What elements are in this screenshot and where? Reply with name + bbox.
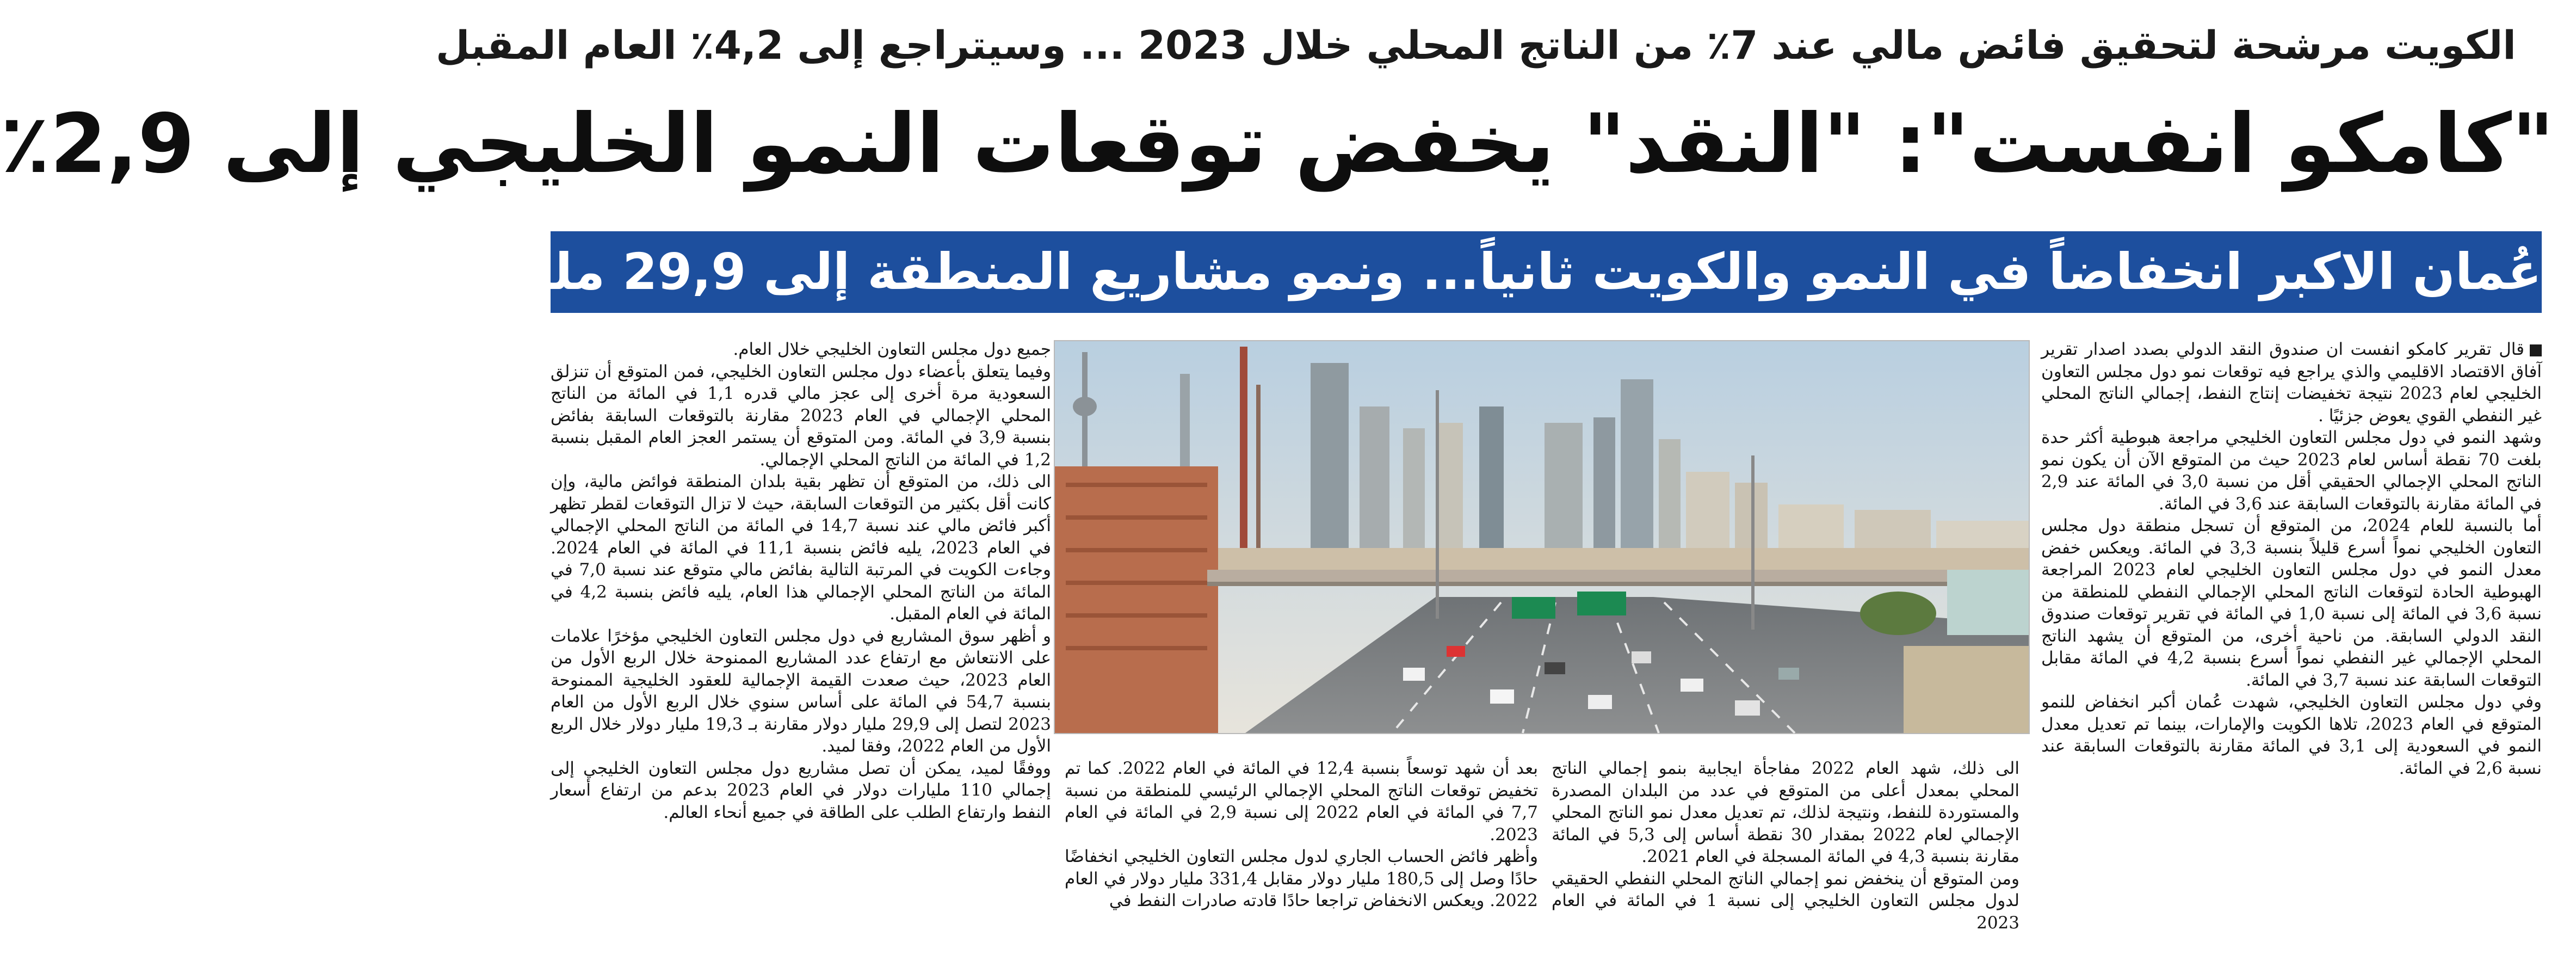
paragraph: و أظهر سوق المشاريع في دول مجلس التعاون الخليجي مؤخرًا علامات على الانتعاش مع ارتفاع عدد المشاريع الممنوحة خلال الربع الأول من العام 2023، حيث صعدت القيمة الإجمالية للعقود الخليجية الممنوحة بنسبة 54,7 في المائة على أساس سنوي خلال الربع الأول من العام 2023 لتصل إلى 29,9 مليار دولار مقارنة بـ 19,3 مليار دولار خلال الربع الأول من العام 2022، وفقا لميد. (551, 626, 1051, 756)
paragraph: ووفقًا لميد، يمكن أن تصل مشاريع دول مجلس التعاون الخليجي إلى إجمالي 110 مليارات دولار في العام 2023 بدعم من ارتفاع أسعار النفط وارتفاع الطلب على الطاقة في جميع أنحاء العالم. (551, 758, 1051, 822)
road-sign (1577, 592, 1626, 615)
paragraph: قال تقرير كامكو انفست ان صندوق النقد الدولي بصدد اصدار تقرير آفاق الاقتصاد الاقليمي والذي يراجع فيه توقعات نمو دول مجلس التعاون الخليجي لعام 2023 نتيجة تخفيضات إنتاج النفط، إجمالي الناتج المحلي غير النفطي القوي يعوض جزئيًا . (2041, 340, 2542, 426)
paragraph-bullet-icon (2530, 344, 2542, 356)
paragraph: بعد أن شهد توسعاً بنسبة 12,4 في المائة في العام 2022. كما تم تخفيض توقعات الناتج المحلي الإجمالي الرئيسي للمنطقة من نسبة 7,7 في المائة في العام 2022 إلى نسبة 2,9 في المائة في العام 2023. (1065, 759, 1539, 845)
article-column-1 (2041, 338, 2542, 959)
paragraph: جميع دول مجلس التعاون الخليجي خلال العام. (733, 340, 1051, 359)
paragraph: أما بالنسبة للعام 2024، من المتوقع أن تسجل منطقة دول مجلس التعاون الخليجي نمواً أسرع قليلاً بنسبة 3,3 في المائة. ويعكس خفض معدل النمو في دول مجلس التعاون الخليجي لعام 2023 المراجعة الهبوطية الحادة لتوقعات الناتج المحلي الإجمالي النفطي للمنطقة من نسبة 3,6 في المائة إلى نسبة 1,0 في المائة في تقرير توقعات صندوق النقد الدولي السابقة. من ناحية أخرى، من المتوقع أن يشهد الناتج المحلي الإجمالي غير النفطي نمواً أسرع بنسبة 4,2 في المائة مقابل التوقعات السابقة عند نسبة 3,7 في المائة. (2041, 516, 2542, 690)
article-photo-kuwait-city-skyline (1054, 340, 2030, 734)
article-kicker: الكويت مرشحة لتحقيق فائض مالي عند 7٪ من الناتج المحلي خلال 2023 ... وسيتراجع إلى 4,2٪ العام المقبل (435, 22, 2516, 68)
article-column-4 (551, 338, 1051, 959)
paragraph: وشهد النمو في دول مجلس التعاون الخليجي مراجعة هبوطية أكثر حدة بلغت 70 نقطة أساس لعام 2023 حيث من المتوقع الآن أن يكون نمو الناتج المحلي الإجمالي الحقيقي أقل من نسبة 3,0 في المائة عند 2,9 في المائة مقارنة بالتوقعات السابقة عند 3,6 في المائة. (2041, 428, 2542, 514)
paragraph: ومن المتوقع أن ينخفض نمو إجمالي الناتج المحلي النفطي الحقيقي لدول مجلس التعاون الخليجي إلى نسبة 1 في المائة في العام 2023 (1552, 869, 2019, 933)
article-headline: "كامكو انفست": "النقد" يخفض توقعات النمو الخليجي إلى 2,9٪ (0, 97, 2554, 192)
article-subheadline-banner: عُمان الاكبر انخفاضاً في النمو والكويت ثانياً... ونمو مشاريع المنطقة إلى 29,9 مليار دولار بالربع الأول (551, 231, 2542, 313)
paragraph: الى ذلك، شهد العام 2022 مفاجأة ايجابية بنمو إجمالي الناتج المحلي بمعدل أعلى من المتوقع في عدد من البلدان المصدرة والمستوردة للنفط، ونتيجة لذلك، تم تعديل معدل نمو الناتج المحلي الإجمالي لعام 2022 بمقدار 30 نقطة أساس إلى 5,3 في المائة مقارنة بنسبة 4,3 في المائة المسجلة في العام 2021. (1552, 759, 2020, 866)
article-column-2 (1552, 757, 2019, 959)
paragraph: وفيما يتعلق بأعضاء دول مجلس التعاون الخليجي، فمن المتوقع أن تنزلق السعودية مرة أخرى إلى عجز مالي قدره 1,1 في المائة من الناتج المحلي الإجمالي في العام 2023 مقارنة بالتوقعات السابقة بفائض بنسبة 3,9 في المائة. ومن المتوقع أن يستمر العجز العام المقبل بنسبة 1,2 في المائة من الناتج المحلي الإجمالي. (551, 361, 1052, 470)
paragraph: وفي دول مجلس التعاون الخليجي، شهدت عُمان أكبر انخفاض للنمو المتوقع في العام 2023، تلاها الكويت والإمارات، بينما تم تعديل معدل النمو في السعودية إلى 3,1 في المائة مقارنة بالتوقعات السابقة عند نسبة 2,6 في المائة. (2041, 692, 2542, 778)
city-skyline-illustration (1055, 341, 2029, 733)
article-column-3 (1065, 757, 1538, 959)
paragraph: وأظهر فائض الحساب الجاري لدول مجلس التعاون الخليجي انخفاضًا حادًا وصل إلى 180,5 مليار دولار مقابل 331,4 مليار دولار في العام 2022. ويعكس الانخفاض تراجعا حادًا قادته صادرات النفط في (1065, 847, 1538, 910)
paragraph: الى ذلك، من المتوقع أن تظهر بقية بلدان المنطقة فوائض مالية، وإن كانت أقل بكثير من التوقعات السابقة، حيث لا تزال التوقعات لقطر تظهر أكبر فائض مالي عند نسبة 14,7 في المائة من الناتج المحلي الإجمالي في العام 2023، يليه فائض بنسبة 11,1 في المائة في العام 2024. وجاءت الكويت في المرتبة التالية بفائض مالي متوقع عند نسبة 7,0 في المائة من الناتج المحلي الإجمالي هذا العام، يليه فائض بنسبة 4,2 في المائة في العام المقبل. (551, 472, 1051, 624)
road-sign (1512, 597, 1555, 619)
